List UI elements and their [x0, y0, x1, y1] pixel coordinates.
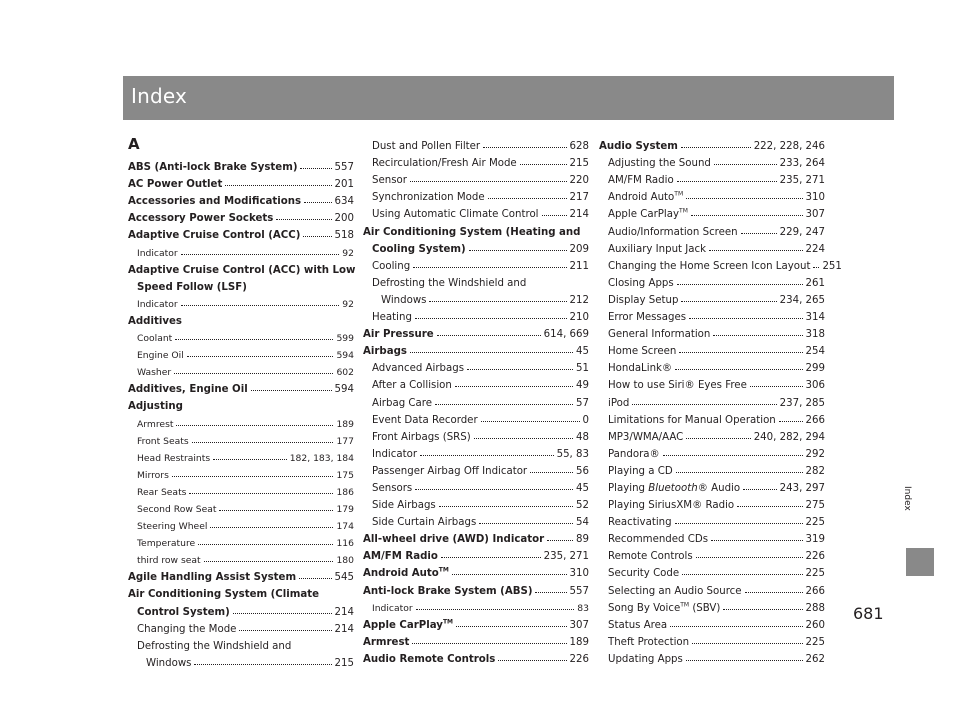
index-subentry-heading: Defrosting the Windshield and [137, 640, 292, 652]
entry-text: Audio/Information Screen [608, 226, 738, 238]
entry-pages[interactable]: 214 [569, 209, 589, 221]
entry-pages[interactable]: 260 [805, 619, 825, 631]
entry-pages[interactable]: 175 [336, 469, 354, 481]
entry-pages[interactable]: 282 [805, 465, 825, 477]
index-subentry[interactable] [128, 464, 354, 481]
entry-pages[interactable]: 214 [334, 606, 354, 618]
index-column-3 [599, 135, 842, 665]
entry-pages[interactable]: 222, 228, 246 [753, 141, 825, 153]
trademark-sup: TM [679, 208, 688, 216]
index-entry[interactable] [363, 545, 589, 562]
entry-text: Washer [137, 367, 172, 379]
entry-text: Advanced Airbags [372, 363, 465, 375]
entry-text: Synchronization Mode [372, 192, 485, 204]
entry-text: Android Auto [608, 192, 675, 204]
index-subentry[interactable] [599, 203, 825, 220]
entry-pages[interactable]: 49 [576, 380, 589, 392]
entry-text: Air Pressure [363, 329, 434, 341]
index-entry[interactable] [363, 238, 589, 255]
entry-text: Playing a CD [608, 465, 673, 477]
index-entry[interactable] [363, 631, 589, 648]
entry-text: Steering Wheel [137, 521, 208, 533]
entry-text: MP3/WMA/AAC [608, 431, 684, 443]
entry-pages[interactable]: 226 [805, 551, 825, 563]
entry-pages[interactable]: 518 [334, 230, 354, 242]
entry-text: Audio System [599, 141, 678, 153]
index-subentry[interactable] [128, 447, 354, 464]
entry-text: Heating [372, 312, 412, 324]
index-subentry[interactable] [599, 186, 825, 203]
index-subentry[interactable] [363, 152, 589, 169]
entry-text: Cooling [372, 260, 411, 272]
entry-text: Accessory Power Sockets [128, 213, 274, 225]
entry-pages[interactable]: 52 [576, 500, 589, 512]
index-subentry[interactable] [363, 460, 589, 477]
entry-text: Windows [381, 294, 427, 306]
index-subentry[interactable] [599, 255, 842, 272]
entry-text: Sensors [372, 482, 413, 494]
entry-text: Indicator [137, 298, 178, 310]
entry-pages[interactable]: 51 [576, 363, 589, 375]
index-subentry[interactable] [599, 391, 825, 408]
entry-text: Security Code [608, 568, 680, 580]
entry-pages[interactable]: 55, 83 [556, 448, 589, 460]
index-entry[interactable] [128, 566, 354, 583]
entry-text: Playing SiriusXM® Radio [608, 500, 735, 512]
index-entry[interactable] [128, 224, 354, 241]
index-subentry[interactable] [599, 631, 825, 648]
entry-pages[interactable]: 307 [805, 209, 825, 221]
index-subentry[interactable] [363, 357, 589, 374]
entry-pages[interactable]: 0 [582, 414, 589, 426]
index-subentry[interactable] [599, 152, 825, 169]
entry-text: Adjusting the Sound [608, 158, 711, 170]
entry-text: General Information [608, 329, 711, 341]
entry-text: Playing [608, 482, 649, 494]
entry-text: Dust and Pollen Filter [372, 141, 481, 153]
trademark-sup: TM [674, 190, 684, 198]
index-entry[interactable] [128, 156, 354, 173]
index-entry-heading: Air Conditioning System (Heating and [363, 226, 581, 238]
entry-text: AM/FM Radio [608, 175, 674, 187]
entry-text: Anti-lock Brake System (ABS) [363, 585, 533, 597]
entry-text: Armrest [363, 636, 410, 648]
trademark-sup: TM [680, 601, 690, 609]
index-header-banner [123, 76, 894, 120]
index-column-1 [128, 135, 354, 669]
entry-text: All-wheel drive (AWD) Indicator [363, 534, 545, 546]
entry-pages[interactable]: 83 [577, 602, 589, 614]
entry-text: Side Airbags [372, 500, 436, 512]
index-subentry[interactable] [363, 203, 589, 220]
entry-pages[interactable]: 234, 265 [779, 294, 825, 306]
index-subentry[interactable] [128, 481, 354, 498]
entry-text: third row seat [137, 555, 201, 567]
index-entry-heading: Air Conditioning System (Climate [128, 589, 320, 601]
index-entry[interactable] [128, 600, 354, 617]
entry-text: Changing the Mode [137, 623, 237, 635]
entry-pages[interactable]: 599 [336, 333, 354, 345]
trademark-sup: TM [442, 618, 454, 626]
entry-pages[interactable]: 54 [576, 517, 589, 529]
entry-pages[interactable]: 261 [805, 277, 825, 289]
index-subentry[interactable] [363, 391, 589, 408]
index-subentry[interactable] [599, 545, 825, 562]
entry-text: Auxiliary Input Jack [608, 243, 707, 255]
entry-pages[interactable]: 177 [336, 435, 354, 447]
entry-text: Windows [146, 657, 192, 669]
entry-pages[interactable]: 266 [805, 414, 825, 426]
index-subentry[interactable] [128, 344, 354, 361]
entry-text: Song By Voice [608, 602, 681, 614]
entry-text: Accessories and Modifications [128, 196, 302, 208]
entry-pages[interactable]: 557 [569, 585, 589, 597]
entry-text-after: ® Audio [697, 482, 741, 494]
index-subentry[interactable] [128, 532, 354, 549]
index-subentry[interactable] [363, 409, 589, 426]
index-entry[interactable] [363, 579, 589, 596]
entry-pages[interactable]: 262 [805, 653, 825, 665]
entry-pages[interactable]: 314 [805, 312, 825, 324]
index-subentry[interactable] [363, 597, 589, 614]
entry-text: Remote Controls [608, 551, 693, 563]
entry-text: Front Seats [137, 435, 189, 447]
index-column-2 [363, 135, 589, 665]
index-subentry[interactable] [128, 549, 354, 566]
index-subentry[interactable] [128, 498, 354, 515]
index-subentry[interactable] [363, 426, 589, 443]
entry-pages[interactable]: 254 [805, 346, 825, 358]
entry-pages[interactable]: 235, 271 [779, 175, 825, 187]
entry-text: Error Messages [608, 312, 687, 324]
index-subentry[interactable] [363, 186, 589, 203]
entry-text: Front Airbags (SRS) [372, 431, 471, 443]
index-subentry[interactable] [363, 443, 589, 460]
entry-text: Recirculation/Fresh Air Mode [372, 158, 517, 170]
entry-pages[interactable]: 214 [334, 623, 354, 635]
trademark-sup: TM [438, 567, 449, 575]
entry-pages[interactable]: 186 [336, 486, 354, 498]
entry-text: Android Auto [363, 568, 439, 580]
entry-text: Additives, Engine Oil [128, 384, 248, 396]
entry-text: Sensor [372, 175, 407, 187]
index-subentry[interactable] [128, 293, 354, 310]
entry-pages[interactable]: 179 [336, 503, 354, 515]
entry-pages[interactable]: 225 [805, 517, 825, 529]
entry-text: How to use Siri® Eyes Free [608, 380, 747, 392]
index-entry-heading-cont: Speed Follow (LSF) [137, 281, 247, 293]
section-letter: A [128, 135, 140, 153]
index-subentry[interactable] [599, 511, 825, 528]
entry-pages[interactable]: 225 [805, 636, 825, 648]
entry-text: Mirrors [137, 469, 169, 481]
entry-pages[interactable]: 318 [805, 329, 825, 341]
entry-pages[interactable]: 215 [334, 657, 354, 669]
index-subentry[interactable] [599, 323, 825, 340]
entry-pages[interactable]: 217 [569, 192, 589, 204]
index-subentry[interactable] [363, 135, 589, 152]
entry-text: Closing Apps [608, 277, 674, 289]
entry-pages[interactable]: 189 [569, 636, 589, 648]
entry-text: Pandora® [608, 448, 660, 460]
entry-text: Control System) [137, 606, 230, 618]
entry-pages[interactable]: 56 [576, 465, 589, 477]
entry-text: Audio Remote Controls [363, 653, 496, 665]
index-subentry[interactable] [599, 306, 825, 323]
index-entry[interactable] [363, 528, 589, 545]
entry-pages[interactable]: 212 [569, 294, 589, 306]
index-subentry[interactable] [599, 460, 825, 477]
index-subentry[interactable] [599, 426, 825, 443]
entry-pages[interactable]: 57 [576, 397, 589, 409]
entry-pages[interactable]: 307 [569, 619, 589, 631]
entry-pages[interactable]: 92 [342, 247, 354, 259]
index-subentry[interactable] [363, 169, 589, 186]
entry-pages[interactable]: 45 [576, 346, 589, 358]
entry-pages[interactable]: 545 [334, 572, 354, 584]
index-subentry[interactable] [363, 511, 589, 528]
entry-text: Adaptive Cruise Control (ACC) [128, 230, 301, 242]
index-subentry[interactable] [599, 443, 825, 460]
entry-pages[interactable]: 251 [822, 260, 842, 272]
entry-text: Changing the Home Screen Icon Layout [608, 260, 811, 272]
entry-text: Temperature [137, 538, 196, 550]
index-subentry[interactable] [599, 614, 825, 631]
entry-text: HondaLink® [608, 363, 673, 375]
index-entry[interactable] [128, 378, 354, 395]
entry-text: Indicator [372, 602, 413, 614]
side-tab-label: Index [902, 486, 912, 511]
entry-pages[interactable]: 310 [569, 568, 589, 580]
entry-pages[interactable]: 226 [569, 653, 589, 665]
entry-pages[interactable]: 180 [336, 555, 354, 567]
index-entry[interactable] [363, 614, 589, 631]
index-subentry[interactable] [599, 597, 825, 614]
entry-pages[interactable]: 594 [334, 384, 354, 396]
entry-pages[interactable]: 215 [569, 158, 589, 170]
index-subentry[interactable] [599, 272, 825, 289]
entry-pages[interactable]: 310 [805, 192, 825, 204]
entry-pages[interactable]: 614, 669 [543, 329, 589, 341]
index-subentry[interactable] [363, 374, 589, 391]
entry-pages[interactable]: 634 [334, 196, 354, 208]
index-subentry[interactable] [128, 618, 354, 635]
entry-text: Airbags [363, 346, 407, 358]
index-subentry[interactable] [599, 477, 825, 494]
entry-text: Engine Oil [137, 350, 184, 362]
entry-text: Event Data Recorder [372, 414, 478, 426]
entry-pages[interactable]: 237, 285 [779, 397, 825, 409]
index-subentry[interactable] [128, 412, 354, 429]
index-subentry[interactable] [363, 289, 589, 306]
index-subentry[interactable] [599, 238, 825, 255]
entry-pages[interactable]: 557 [334, 162, 354, 174]
entry-pages[interactable]: 45 [576, 482, 589, 494]
entry-pages[interactable]: 628 [569, 141, 589, 153]
entry-text: ABS (Anti-lock Brake System) [128, 162, 298, 174]
index-subentry[interactable] [128, 241, 354, 258]
index-subentry[interactable] [599, 494, 825, 511]
entry-pages[interactable]: 319 [805, 534, 825, 546]
index-entry-heading: Adaptive Cruise Control (ACC) with Low [128, 264, 356, 276]
entry-pages[interactable]: 225 [805, 568, 825, 580]
entry-text: Display Setup [608, 294, 679, 306]
index-entry[interactable] [363, 340, 589, 357]
entry-text: Coolant [137, 333, 173, 345]
index-subentry[interactable] [599, 374, 825, 391]
entry-text: Indicator [372, 448, 418, 460]
index-entry[interactable] [128, 190, 354, 207]
index-entry-heading: Adjusting [128, 401, 183, 413]
index-subentry[interactable] [128, 652, 354, 669]
index-subentry[interactable] [363, 494, 589, 511]
index-subentry[interactable] [363, 255, 589, 272]
index-entry[interactable] [363, 562, 589, 579]
entry-pages[interactable]: 48 [576, 431, 589, 443]
entry-pages[interactable]: 116 [336, 538, 354, 550]
index-entry[interactable] [128, 173, 354, 190]
entry-pages[interactable]: 200 [334, 213, 354, 225]
entry-pages[interactable]: 299 [805, 363, 825, 375]
entry-text: Updating Apps [608, 653, 683, 665]
entry-text: Rear Seats [137, 486, 187, 498]
entry-pages[interactable]: 92 [342, 298, 354, 310]
entry-text: Passenger Airbag Off Indicator [372, 465, 528, 477]
entry-text: Apple CarPlay [608, 209, 680, 221]
entry-text: Agile Handling Assist System [128, 572, 297, 584]
index-subentry[interactable] [128, 327, 354, 344]
entry-pages[interactable]: 224 [805, 243, 825, 255]
index-subentry[interactable] [363, 306, 589, 323]
entry-pages[interactable]: 182, 183, 184 [289, 452, 354, 464]
entry-text: Status Area [608, 619, 668, 631]
index-subentry[interactable] [363, 477, 589, 494]
entry-text-after: (SBV) [689, 602, 721, 614]
entry-pages[interactable]: 275 [805, 500, 825, 512]
entry-text: Second Row Seat [137, 503, 217, 515]
index-subentry[interactable] [599, 357, 825, 374]
entry-pages[interactable]: 209 [569, 243, 589, 255]
index-subentry[interactable] [599, 648, 825, 665]
entry-text: Head Restraints [137, 452, 211, 464]
index-entry[interactable] [128, 207, 354, 224]
entry-pages[interactable]: 229, 247 [779, 226, 825, 238]
index-entry[interactable] [363, 323, 589, 340]
index-subentry[interactable] [599, 289, 825, 306]
entry-pages[interactable]: 233, 264 [779, 158, 825, 170]
entry-pages[interactable]: 306 [805, 380, 825, 392]
entry-text: Side Curtain Airbags [372, 517, 477, 529]
entry-text: Apple CarPlay [363, 619, 443, 631]
entry-text: iPod [608, 397, 630, 409]
entry-pages[interactable]: 220 [569, 175, 589, 187]
entry-pages[interactable]: 189 [336, 418, 354, 430]
entry-pages[interactable]: 174 [336, 521, 354, 533]
entry-pages[interactable]: 266 [805, 585, 825, 597]
page-title: Index [131, 84, 188, 108]
entry-pages[interactable]: 89 [576, 534, 589, 546]
entry-text-italic: Bluetooth [648, 482, 698, 494]
entry-text: Limitations for Manual Operation [608, 414, 776, 426]
index-subentry-heading: Defrosting the Windshield and [372, 277, 527, 289]
entry-pages[interactable]: 240, 282, 294 [753, 431, 825, 443]
entry-pages[interactable]: 211 [569, 260, 589, 272]
entry-text: AM/FM Radio [363, 551, 438, 563]
index-subentry[interactable] [128, 515, 354, 532]
entry-pages[interactable]: 210 [569, 312, 589, 324]
index-subentry[interactable] [599, 340, 825, 357]
entry-pages[interactable]: 594 [336, 350, 354, 362]
entry-text: Recommended CDs [608, 534, 708, 546]
entry-text: Home Screen [608, 346, 677, 358]
entry-pages[interactable]: 292 [805, 448, 825, 460]
entry-pages[interactable]: 201 [334, 179, 354, 191]
entry-text: Indicator [137, 247, 178, 259]
entry-pages[interactable]: 288 [805, 602, 825, 614]
entry-text: Armrest [137, 418, 174, 430]
index-entry[interactable] [599, 135, 825, 152]
index-subentry[interactable] [128, 430, 354, 447]
entry-text: Selecting an Audio Source [608, 585, 742, 597]
entry-text: Theft Protection [608, 636, 690, 648]
index-subentry[interactable] [599, 169, 825, 186]
index-subentry[interactable] [599, 409, 825, 426]
page-number: 681 [853, 604, 884, 623]
entry-pages[interactable]: 602 [336, 367, 354, 379]
index-subentry[interactable] [599, 528, 825, 545]
index-subentry[interactable] [128, 361, 354, 378]
entry-pages[interactable]: 235, 271 [543, 551, 589, 563]
entry-text: AC Power Outlet [128, 179, 223, 191]
index-subentry[interactable] [599, 220, 825, 237]
entry-text: Using Automatic Climate Control [372, 209, 539, 221]
entry-pages[interactable]: 243, 297 [779, 482, 825, 494]
index-subentry[interactable] [599, 562, 825, 579]
index-entry-heading: Additives [128, 315, 182, 327]
index-side-tab[interactable] [906, 548, 934, 576]
entry-text: Cooling System) [372, 243, 466, 255]
entry-text: After a Collision [372, 380, 452, 392]
entry-text: Reactivating [608, 517, 672, 529]
index-entry[interactable] [363, 648, 589, 665]
entry-text: Airbag Care [372, 397, 432, 409]
index-subentry[interactable] [599, 579, 825, 596]
